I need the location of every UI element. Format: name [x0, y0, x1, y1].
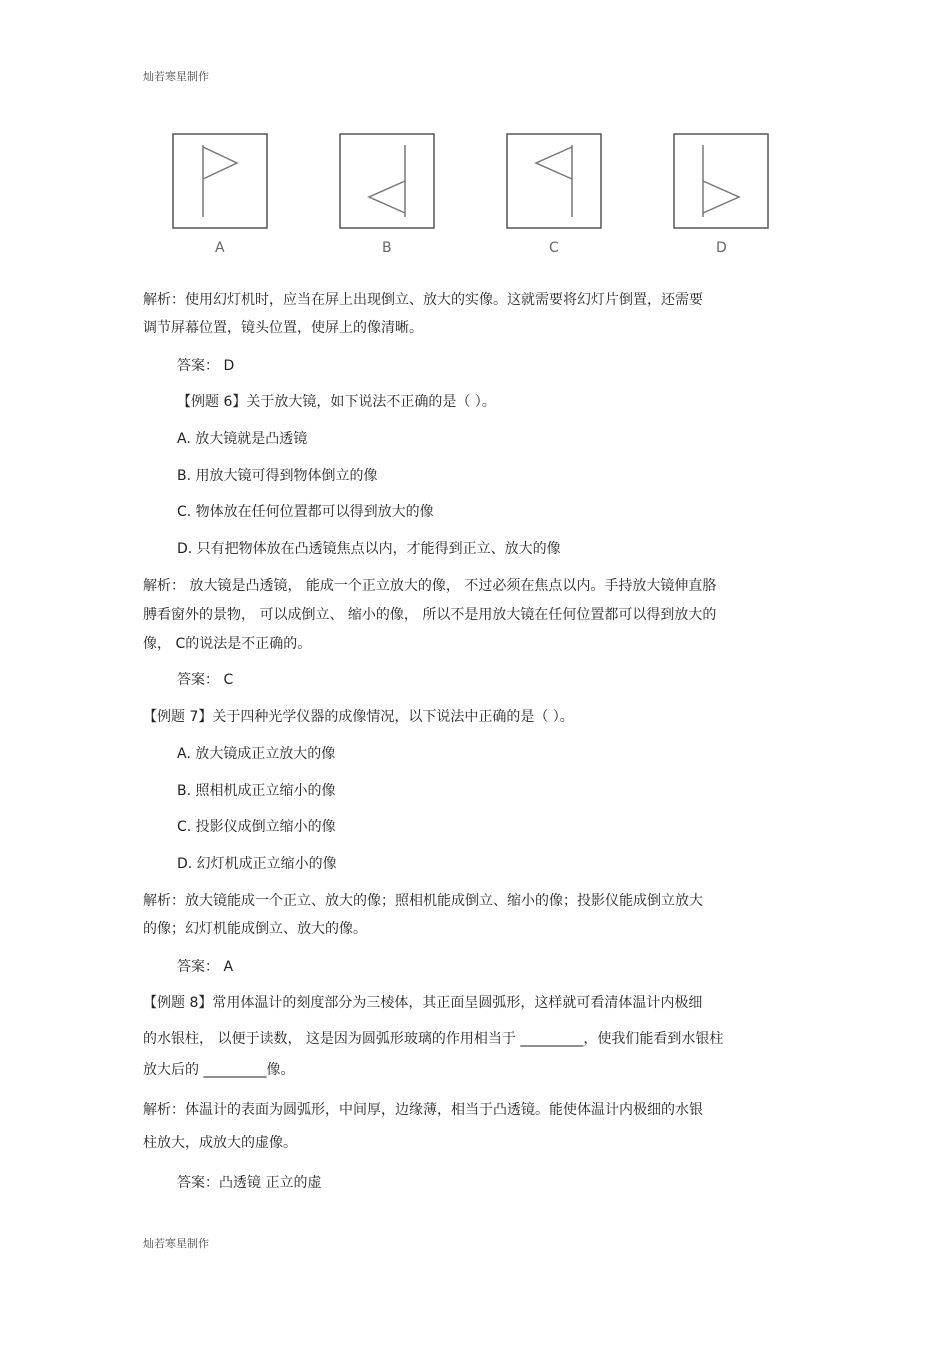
question-6: 【例题 6】关于放大镜，如下说法不正确的是（ ）。 [177, 394, 496, 410]
figure-d [673, 133, 769, 229]
option-7d: D. 幻灯机成正立缩小的像 [177, 856, 337, 872]
question-8-line-2: 的水银柱， 以便于读数， 这是因为圆弧形玻璃的作用相当于 _________，使我们能看到水银柱 [143, 1031, 724, 1047]
figure-b [339, 133, 435, 229]
figure-label-a: A [215, 240, 225, 256]
analysis-5-line-2: 调节屏幕位置，镜头位置，使屏上的像清晰。 [143, 320, 423, 336]
option-6d: D. 只有把物体放在凸透镜焦点以内，才能得到正立、放大的像 [177, 541, 561, 557]
answer-8: 答案：凸透镜 正立的虚 [177, 1175, 322, 1191]
figure-a [172, 133, 268, 229]
option-7c: C. 投影仪成倒立缩小的像 [177, 819, 336, 835]
analysis-8-line-2: 柱放大，成放大的虚像。 [143, 1135, 297, 1151]
analysis-6-line-1: 解析： 放大镜是凸透镜， 能成一个正立放大的像， 不过必须在焦点以内。手持放大镜伸直胳 [143, 578, 717, 594]
flag-left-top-icon [506, 133, 602, 229]
analysis-6-line-3: 像， C的说法是不正确的。 [143, 636, 312, 652]
figure-label-d: D [716, 240, 727, 256]
answer-7: 答案： A [177, 959, 234, 975]
question-7: 【例题 7】关于四种光学仪器的成像情况，以下说法中正确的是（ ）。 [143, 709, 574, 725]
answer-6: 答案： C [177, 672, 234, 688]
flag-right-top-icon [172, 133, 268, 229]
analysis-7-line-1: 解析：放大镜能成一个正立、放大的像；照相机能成倒立、缩小的像；投影仪能成倒立放大 [143, 893, 703, 909]
answer-5: 答案： D [177, 358, 235, 374]
question-8-line-3: 放大后的 _________像。 [143, 1062, 295, 1078]
figure-label-c: C [549, 240, 559, 256]
option-6b: B. 用放大镜可得到物体倒立的像 [177, 468, 378, 484]
analysis-6-line-2: 膊看窗外的景物， 可以成倒立、 缩小的像， 所以不是用放大镜在任何位置都可以得到放大的 [143, 607, 717, 623]
page-footer: 灿若寒星制作 [143, 1237, 209, 1250]
option-7b: B. 照相机成正立缩小的像 [177, 783, 336, 799]
option-7a: A. 放大镜成正立放大的像 [177, 746, 336, 762]
option-6c: C. 物体放在任何位置都可以得到放大的像 [177, 504, 434, 520]
flag-right-bottom-icon [673, 133, 769, 229]
analysis-7-line-2: 的像；幻灯机能成倒立、放大的像。 [143, 921, 367, 937]
option-6a: A. 放大镜就是凸透镜 [177, 431, 308, 447]
analysis-5-line-1: 解析：使用幻灯机时，应当在屏上出现倒立、放大的实像。这就需要将幻灯片倒置，还需要 [143, 292, 703, 308]
figure-c [506, 133, 602, 229]
page-header: 灿若寒星制作 [143, 70, 209, 83]
question-8-line-1: 【例题 8】常用体温计的刻度部分为三棱体，其正面呈圆弧形，这样就可看清体温计内极细 [143, 995, 703, 1011]
analysis-8-line-1: 解析：体温计的表面为圆弧形，中间厚，边缘薄，相当于凸透镜。能使体温计内极细的水银 [143, 1102, 703, 1118]
flag-left-bottom-icon [339, 133, 435, 229]
figure-label-b: B [382, 240, 392, 256]
